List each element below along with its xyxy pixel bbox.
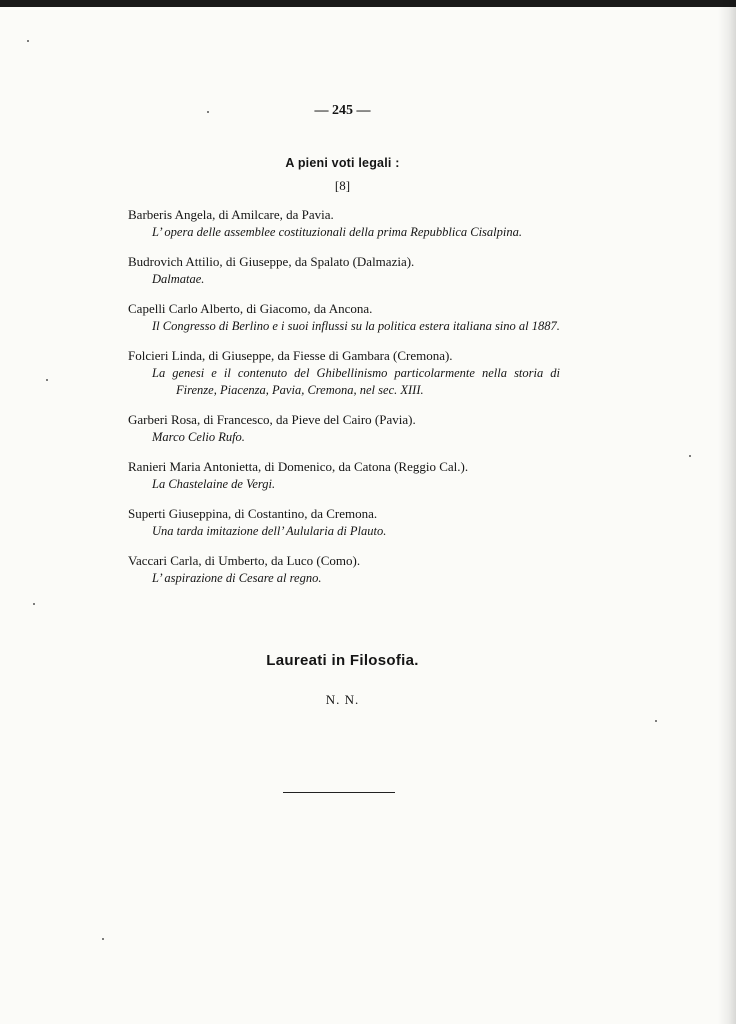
thesis-title bbox=[152, 318, 560, 335]
scan-speck bbox=[33, 603, 35, 605]
list-item bbox=[128, 300, 560, 335]
thesis-title bbox=[152, 476, 560, 493]
list-item bbox=[128, 206, 560, 241]
divider-rule bbox=[283, 792, 395, 793]
thesis-title bbox=[152, 271, 560, 288]
thesis-line: Il Congresso di Berlino e i suoi influssi su la politica estera bbox=[152, 319, 450, 333]
graduate-name: Budrovich Attilio, di Giuseppe, da Spalato (Dalmazia). bbox=[128, 254, 415, 269]
scan-speck bbox=[102, 938, 104, 940]
thesis-title bbox=[152, 429, 560, 446]
list-item bbox=[128, 253, 560, 288]
thesis-line: Dalmatae. bbox=[152, 272, 205, 286]
thesis-line: Marco Celio Rufo. bbox=[152, 430, 245, 444]
graduate-name: Vaccari Carla, di Umberto, da Luco (Como). bbox=[128, 553, 361, 568]
scan-top-edge bbox=[0, 0, 736, 7]
scan-speck bbox=[655, 720, 657, 722]
scan-speck bbox=[689, 455, 691, 457]
subsection-title: Laureati in Filosofia. bbox=[266, 652, 419, 669]
thesis-title bbox=[152, 570, 560, 587]
list-item bbox=[128, 347, 560, 399]
thesis-line: La genesi e il contenuto del Ghibellinismo particolarmente nella bbox=[152, 366, 507, 380]
thesis-line: storia di Firenze, Piacenza, Pavia, Cremona, nel sec. XIII. bbox=[176, 366, 561, 397]
thesis-title bbox=[152, 224, 560, 241]
thesis-title bbox=[152, 365, 560, 399]
section-count: [8] bbox=[334, 178, 351, 193]
thesis-line: italiana sino al 1887. bbox=[452, 319, 560, 333]
graduate-list bbox=[128, 206, 560, 587]
list-item bbox=[128, 505, 560, 540]
list-item bbox=[128, 458, 560, 493]
scan-speck bbox=[207, 111, 209, 113]
thesis-line: L’ opera delle assemblee costituzionali della prima Repubblica bbox=[152, 225, 468, 239]
list-item bbox=[128, 552, 560, 587]
thesis-line: Cisalpina. bbox=[470, 225, 522, 239]
list-item bbox=[128, 411, 560, 446]
scan-speck bbox=[46, 379, 48, 381]
graduate-name: Superti Giuseppina, di Costantino, da Cremona. bbox=[128, 506, 378, 521]
graduate-name: Garberi Rosa, di Francesco, da Pieve del Cairo (Pavia). bbox=[128, 412, 416, 427]
scan-speck bbox=[27, 40, 29, 42]
graduate-name: Folcieri Linda, di Giuseppe, da Fiesse di Gambara (Cremona). bbox=[128, 348, 453, 363]
thesis-line: Una tarda imitazione dell’ Aulularia di Plauto. bbox=[152, 524, 387, 538]
thesis-title bbox=[152, 523, 560, 540]
thesis-line: La Chastelaine de Vergi. bbox=[152, 477, 276, 491]
page-number: — 245 — bbox=[314, 103, 371, 118]
thesis-line: L’ aspirazione di Cesare al regno. bbox=[152, 571, 322, 585]
subsection-note: N. N. bbox=[325, 692, 360, 707]
graduate-name: Barberis Angela, di Amilcare, da Pavia. bbox=[128, 207, 334, 222]
scan-right-edge bbox=[718, 0, 736, 1024]
graduate-name: Capelli Carlo Alberto, di Giacomo, da Ancona. bbox=[128, 301, 373, 316]
section-heading: A pieni voti legali : bbox=[285, 156, 400, 170]
graduate-name: Ranieri Maria Antonietta, di Domenico, da Catona (Reggio Cal.). bbox=[128, 459, 469, 474]
